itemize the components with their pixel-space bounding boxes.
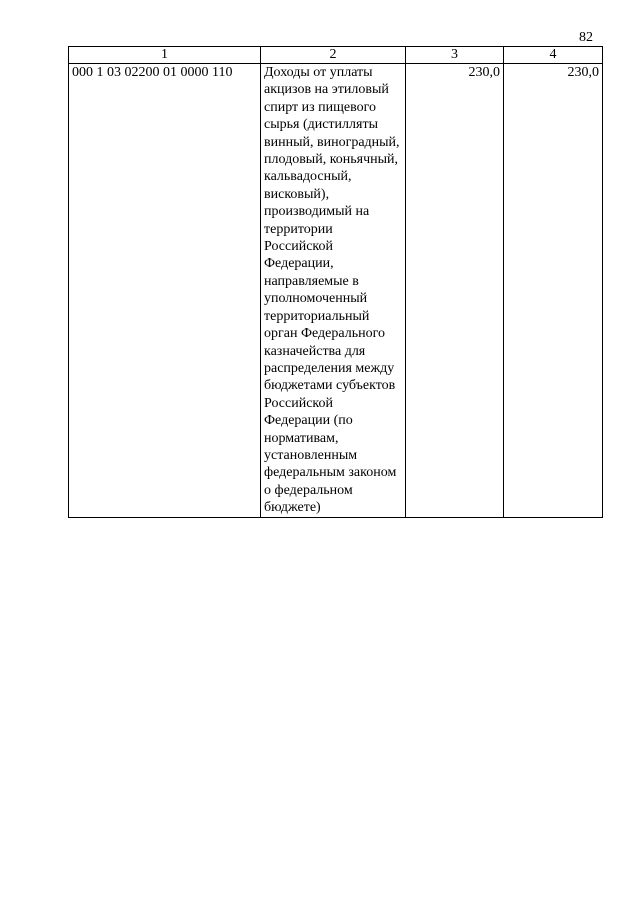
amount-column-4-cell: 230,0 (504, 64, 603, 518)
column-header-3: 3 (406, 47, 504, 64)
column-header-1: 1 (69, 47, 261, 64)
table-header-row (69, 47, 603, 64)
revenue-code-cell: 000 1 03 02200 01 0000 110 (69, 64, 261, 518)
amount-column-3-cell: 230,0 (406, 64, 504, 518)
page-number: 82 (579, 30, 593, 45)
column-header-2: 2 (261, 47, 406, 64)
column-header-4: 4 (504, 47, 603, 64)
table-row (69, 64, 603, 518)
revenue-name-cell: Доходы от уплаты акцизов на этиловый спирт из пищевого сырья (дистилляты винный, виноградный, плодовый, коньячный, кальвадосный, висковый), производимый на территории Российской Федерации, направляемые в уполномоченный территориальный орган Федерального казначейства для распределения между бюджетами субъектов Российской Федерации (по нормативам, установленным федеральным законом о федеральном бюджете) (261, 64, 406, 518)
budget-revenue-table (68, 46, 603, 518)
